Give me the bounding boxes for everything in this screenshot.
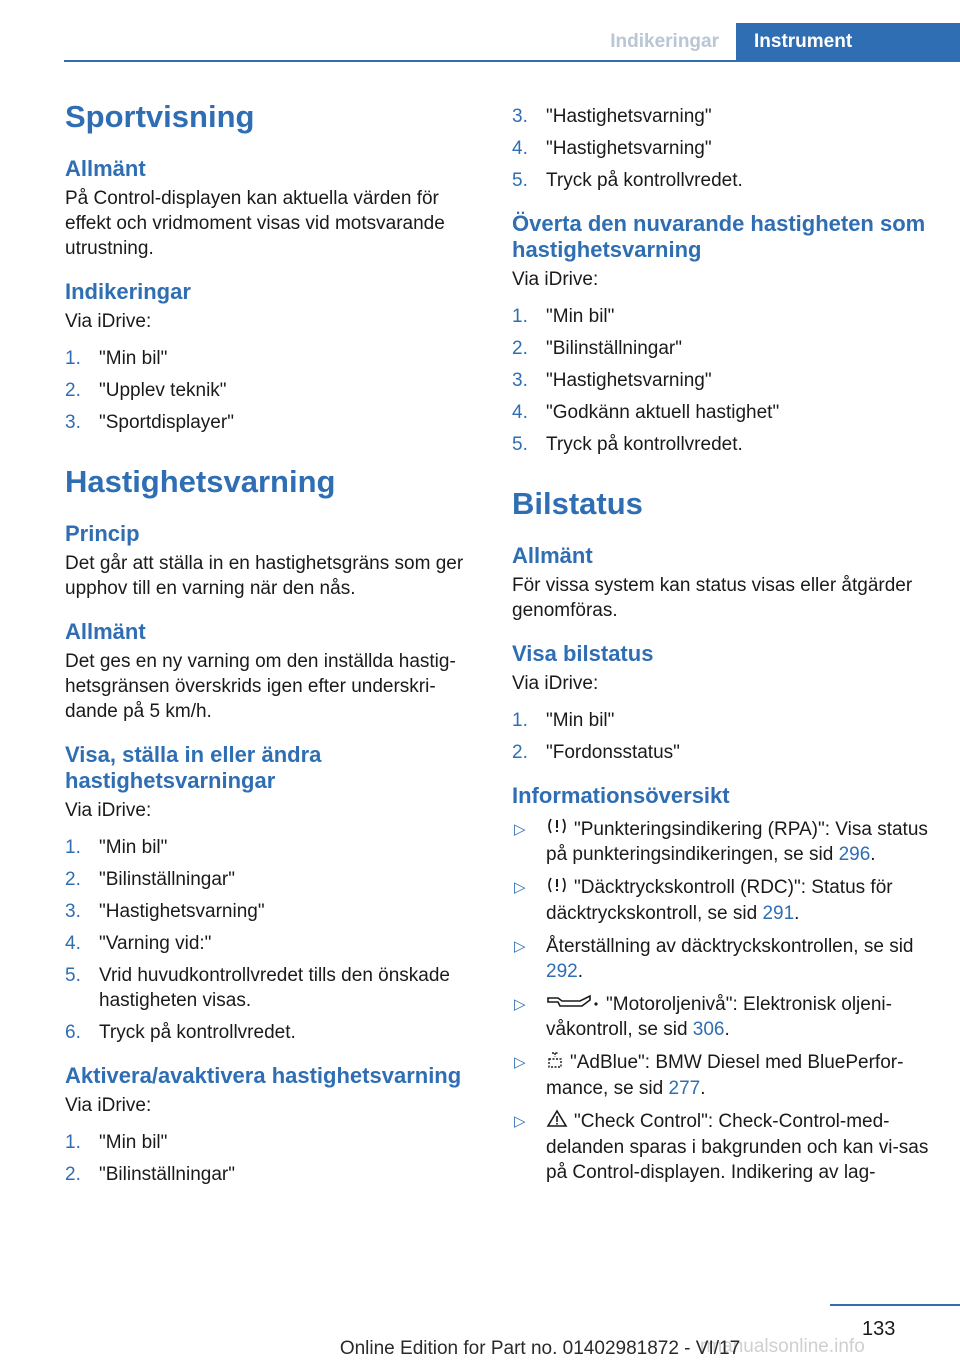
list-item-text: "Sportdisplayer"	[99, 412, 234, 433]
heading-princip: Princip	[65, 521, 140, 546]
list-item-number: 4.	[512, 138, 528, 159]
info-bullet-text: "AdBlue": BMW Diesel med BluePerfor-mance, se sid	[546, 1052, 904, 1099]
list-item-number: 3.	[65, 901, 81, 922]
heading-allmant-3: Allmänt	[512, 543, 593, 568]
list-item	[512, 336, 932, 361]
info-bullet-item	[512, 1109, 932, 1185]
via-idrive-label-2: Via iDrive:	[65, 800, 152, 821]
info-bullet-item	[512, 934, 932, 984]
list-item	[65, 867, 485, 892]
heading-aktivera: Aktivera/avaktivera hastighetsvarning	[65, 1063, 462, 1088]
list-item	[512, 432, 932, 457]
warning-triangle-icon	[546, 1109, 568, 1135]
list-item	[512, 740, 932, 765]
list-item-text: "Hastighetsvarning"	[546, 106, 712, 127]
list-item-text: "Bilinställningar"	[99, 869, 235, 890]
list-item-number: 3.	[65, 412, 81, 433]
steps-list-sport	[65, 346, 485, 435]
list-item-number: 2.	[512, 338, 528, 359]
list-item	[65, 1020, 485, 1045]
list-item-number: 2.	[512, 742, 528, 763]
watermark: rmanualsonline.info	[700, 1336, 865, 1357]
page-reference-link[interactable]: 306	[692, 1019, 725, 1041]
triangle-bullet-icon: ▷	[514, 1112, 526, 1130]
list-item-text: "Varning vid:"	[99, 933, 212, 954]
list-item	[512, 168, 932, 193]
list-item-number: 2.	[65, 1164, 81, 1185]
list-item-number: 5.	[512, 170, 528, 191]
list-item	[65, 1162, 485, 1187]
steps-list-aktivera	[65, 1130, 485, 1187]
page-reference-link[interactable]: 296	[838, 844, 871, 866]
list-item	[65, 899, 485, 924]
triangle-bullet-icon: ▷	[514, 821, 526, 838]
info-bullet-item	[512, 992, 932, 1042]
list-item-text: Vrid huvudkontrollvredet tills den önskade hastigheten visas.	[99, 965, 450, 1011]
info-bullet-text-end: .	[724, 1019, 730, 1041]
info-bullet-list	[512, 817, 932, 1185]
list-item-text: "Min bil"	[546, 306, 615, 327]
right-column	[512, 98, 932, 1193]
heading-visa-bilstatus: Visa bilstatus	[512, 641, 654, 666]
list-item-text: "Min bil"	[99, 348, 168, 369]
paragraph-allmant-2: Det ges en ny varning om den inställda hastig-hetsgränsen överskrids igen efter underskri-dande på 5 km/h.	[65, 651, 456, 722]
tyre-warning-icon	[546, 876, 568, 901]
info-bullet-text: Återställning av däcktryckskontrollen, se sid	[546, 935, 914, 957]
list-item	[512, 136, 932, 161]
triangle-bullet-icon: ▷	[514, 995, 526, 1013]
list-item-text: "Hastighetsvarning"	[99, 901, 265, 922]
list-item	[65, 931, 485, 956]
info-bullet-text: "Check Control": Check-Control-med-delanden sparas i bakgrunden och kan vi-sas på Control-displayen. Indikering av lag-	[546, 1110, 929, 1183]
page-reference-link[interactable]: 291	[762, 902, 795, 924]
paragraph-princip: Det går att ställa in en hastighetsgräns som ger upphov till en varning när den nås.	[65, 553, 464, 599]
list-item	[512, 104, 932, 129]
list-item	[512, 368, 932, 393]
info-bullet-item	[512, 817, 932, 867]
breadcrumb-indikeringar[interactable]: Indikeringar	[610, 31, 719, 52]
list-item-number: 3.	[512, 370, 528, 391]
list-item-number: 1.	[512, 710, 528, 731]
page-number: 133	[862, 1318, 896, 1340]
list-item-number: 1.	[65, 837, 81, 858]
list-item	[65, 410, 485, 435]
list-item	[512, 708, 932, 733]
list-item-text: "Bilinställningar"	[546, 338, 682, 359]
list-item-text: Tryck på kontrollvredet.	[546, 434, 743, 455]
oil-can-icon	[546, 992, 600, 1017]
list-item-text: "Bilinställningar"	[99, 1164, 235, 1185]
via-idrive-label-3: Via iDrive:	[65, 1095, 152, 1116]
list-item-number: 1.	[65, 348, 81, 369]
breadcrumb-instrument[interactable]: Instrument	[736, 23, 960, 61]
list-item-number: 2.	[65, 869, 81, 890]
triangle-bullet-icon: ▷	[514, 937, 526, 955]
adblue-icon	[546, 1051, 564, 1076]
heading-bilstatus: Bilstatus	[512, 486, 643, 521]
info-bullet-text-end: .	[870, 844, 876, 866]
list-item-text: Tryck på kontrollvredet.	[99, 1022, 296, 1043]
info-bullet-text: "Motoroljenivå": Elektronisk oljeni-våkontroll, se sid	[546, 993, 892, 1041]
paragraph-allmant-3: För vissa system kan status visas eller åtgärder genomföras.	[512, 575, 913, 621]
info-bullet-text-end: .	[577, 960, 583, 982]
page-reference-link[interactable]: 292	[546, 960, 578, 982]
left-column	[65, 98, 485, 1199]
list-item-text: Tryck på kontrollvredet.	[546, 170, 743, 191]
list-item-text: "Fordonsstatus"	[546, 742, 680, 763]
list-item	[512, 304, 932, 329]
list-item-number: 4.	[65, 933, 81, 954]
via-idrive-label: Via iDrive:	[65, 311, 152, 332]
list-item	[65, 378, 485, 403]
list-item-text: "Upplev teknik"	[99, 380, 227, 401]
heading-hastighetsvarning: Hastighetsvarning	[65, 464, 336, 499]
info-bullet-text: "Punkteringsindikering (RPA)": Visa status på punkteringsindikeringen, se sid	[546, 819, 928, 866]
triangle-bullet-icon: ▷	[514, 1054, 526, 1072]
list-item	[65, 346, 485, 371]
header-rule	[64, 60, 960, 62]
list-item-number: 1.	[65, 1132, 81, 1153]
info-bullet-text: "Däcktryckskontroll (RDC)": Status för däcktryckskontroll, se sid	[546, 877, 893, 924]
heading-allmant: Allmänt	[65, 156, 146, 181]
footer-rule	[830, 1304, 960, 1306]
list-item-text: "Hastighetsvarning"	[546, 370, 712, 391]
list-item-number: 5.	[65, 965, 81, 986]
list-item-number: 6.	[65, 1022, 81, 1043]
list-item-text: "Godkänn aktuell hastighet"	[546, 402, 780, 423]
info-bullet-text-end: .	[700, 1077, 706, 1099]
list-item	[65, 1130, 485, 1155]
list-item-text: "Min bil"	[546, 710, 615, 731]
page-header	[0, 23, 960, 63]
list-item-text: "Min bil"	[99, 1132, 168, 1153]
list-item	[65, 835, 485, 860]
list-item-text: "Hastighetsvarning"	[546, 138, 712, 159]
list-item	[65, 963, 485, 1013]
triangle-bullet-icon: ▷	[514, 879, 526, 897]
info-bullet-item	[512, 875, 932, 925]
via-idrive-label-4: Via iDrive:	[512, 269, 599, 290]
list-item-number: 2.	[65, 380, 81, 401]
heading-overta: Överta den nuvarande hastigheten som hastighetsvarning	[512, 211, 926, 262]
steps-list-visa	[65, 835, 485, 1045]
heading-visa-stalla: Visa, ställa in eller ändra hastighetsvarningar	[65, 742, 322, 793]
paragraph-allmant: På Control-displayen kan aktuella värden för effekt och vridmoment visas vid motsvarande utrustning.	[65, 188, 445, 259]
heading-sportvisning: Sportvisning	[65, 99, 255, 134]
info-bullet-text-end: .	[794, 902, 800, 924]
via-idrive-label-5: Via iDrive:	[512, 673, 599, 694]
tyre-warning-icon	[546, 817, 568, 842]
steps-list-bilstatus	[512, 708, 932, 765]
list-item-number: 3.	[512, 106, 528, 127]
list-item-number: 4.	[512, 402, 528, 423]
list-item-number: 5.	[512, 434, 528, 455]
list-item-text: "Min bil"	[99, 837, 168, 858]
heading-informationsoversikt: Informationsöversikt	[512, 783, 730, 808]
info-bullet-item	[512, 1050, 932, 1100]
edition-footer: Online Edition for Part no. 01402981872 - VI/17	[339, 1338, 741, 1359]
heading-allmant-2: Allmänt	[65, 619, 146, 644]
page-reference-link[interactable]: 277	[668, 1077, 701, 1099]
steps-list-aktivera-cont	[512, 104, 932, 193]
heading-indikeringar: Indikeringar	[65, 279, 191, 304]
list-item	[512, 400, 932, 425]
list-item-number: 1.	[512, 306, 528, 327]
steps-list-overta	[512, 304, 932, 457]
